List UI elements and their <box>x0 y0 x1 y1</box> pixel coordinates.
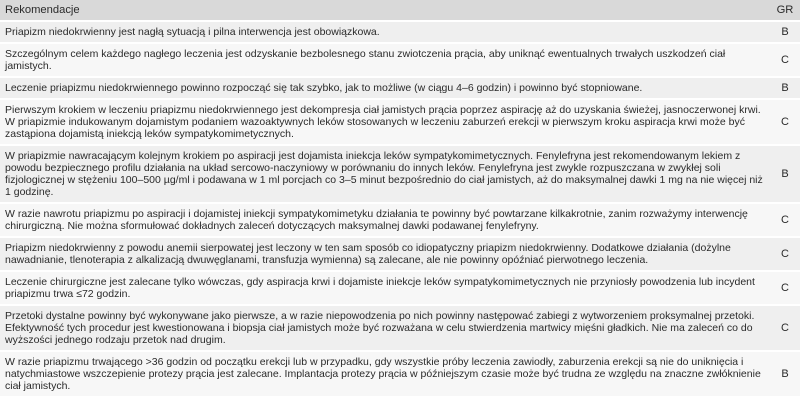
recommendation-text: Priapizm niedokrwienny jest nagłą sytuacją i pilna interwencja jest obowiązkowa. <box>0 21 770 43</box>
grade-value: B <box>770 351 800 397</box>
recommendation-text: W priapizmie nawracającym kolejnym krokiem po aspiracji jest dojamista iniekcja leków sympatykomimetycznych. Fenylefryna jest rekomendowanym lekiem z powodu bezpiecznego profilu działania na układ sercowo-naczyniowy w porównaniu do innych leków. Fenylefryna jest zwykle rozpuszczana w zwykłej soli fizjologicznej w stężeniu 100–500 µg/ml i podawana w 1 ml porcjach co 3–5 minut bezpośrednio do ciał jamistych, aż do maksymalnej dawki 1 mg na nie więcej niż 1 godzinę. <box>0 145 770 203</box>
grade-value: B <box>770 145 800 203</box>
grade-value: C <box>770 237 800 271</box>
table-row <box>0 305 800 351</box>
header-recommendations: Rekomendacje <box>0 0 770 21</box>
table-row <box>0 271 800 305</box>
recommendation-text: Pierwszym krokiem w leczeniu priapizmu niedokrwiennego jest dekompresja ciał jamistych prącia poprzez aspirację aż do uzyskania świeżej, jasnoczerwonej krwi. W priapizmie indukowanym dojamistym podaniem wazoaktywnych leków stosowanych w leczeniu zaburzeń erekcji w pierwszym kroku aspiracja krwi może być zastąpiona dojamistą iniekcją leków sympatykomimetycznych. <box>0 99 770 145</box>
header-grade: GR <box>770 0 800 21</box>
table-header-row <box>0 0 800 21</box>
recommendation-text: Szczególnym celem każdego nagłego leczenia jest odzyskanie bezbolesnego stanu zwiotczenia prącia, aby uniknąć ewentualnych trwałych uszkodzeń ciał jamistych. <box>0 43 770 77</box>
grade-value: B <box>770 77 800 99</box>
grade-value: C <box>770 203 800 237</box>
table-row <box>0 43 800 77</box>
table-row <box>0 237 800 271</box>
grade-value: C <box>770 271 800 305</box>
table-row <box>0 99 800 145</box>
grade-value: C <box>770 99 800 145</box>
recommendation-text: W razie priapizmu trwającego >36 godzin od początku erekcji lub w przypadku, gdy wszystkie próby leczenia zawiodły, zaburzenia erekcji są nie do uniknięcia i natychmiastowe wszczepienie protezy prącia jest zalecane. Implantacja protezy prącia w późniejszym czasie może być trudna ze względu na znaczne zwłóknienie ciał jamistych. <box>0 351 770 397</box>
table-row <box>0 203 800 237</box>
grade-value: C <box>770 43 800 77</box>
grade-value: C <box>770 305 800 351</box>
recommendation-text: Priapizm niedokrwienny z powodu anemii sierpowatej jest leczony w ten sam sposób co idiopatyczny priapizm niedokrwienny. Dodatkowe działania (dożylne nawadnianie, tlenoterapia z alkalizacją dwuwęglanami, transfuzja wymienna) są zalecane, ale nie powinny opóźniać pierwotnego leczenia. <box>0 237 770 271</box>
recommendation-text: Leczenie priapizmu niedokrwiennego powinno rozpocząć się tak szybko, jak to możliwe (w ciągu 4–6 godzin) i powinno być stopniowane. <box>0 77 770 99</box>
recommendation-text: W razie nawrotu priapizmu po aspiracji i dojamistej iniekcji sympatykomimetyku działania te powinny być powtarzane kilkakrotnie, zanim rozważymy interwencję chirurgiczną. Nie można sformułować dokładnych zaleceń dotyczących maksymalnej dawki podawanej fenylefryny. <box>0 203 770 237</box>
table-row <box>0 145 800 203</box>
recommendation-text: Przetoki dystalne powinny być wykonywane jako pierwsze, a w razie niepowodzenia po nich powinny następować zabiegi z wytworzeniem proksymalnej przetoki. Efektywność tych procedur jest kwestionowana i biopsja ciał jamistych może być rozważana w celu stwierdzenia martwicy mięśni gładkich. Nie ma zaleceń co do wyższości jednego rodzaju przetok nad drugim. <box>0 305 770 351</box>
table-row <box>0 21 800 43</box>
grade-value: B <box>770 21 800 43</box>
recommendation-text: Leczenie chirurgiczne jest zalecane tylko wówczas, gdy aspiracja krwi i dojamiste iniekcje leków sympatykomimetycznych nie przyniosły powodzenia lub incydent priapizmu trwa ≤72 godzin. <box>0 271 770 305</box>
table-row <box>0 77 800 99</box>
table-row <box>0 351 800 397</box>
